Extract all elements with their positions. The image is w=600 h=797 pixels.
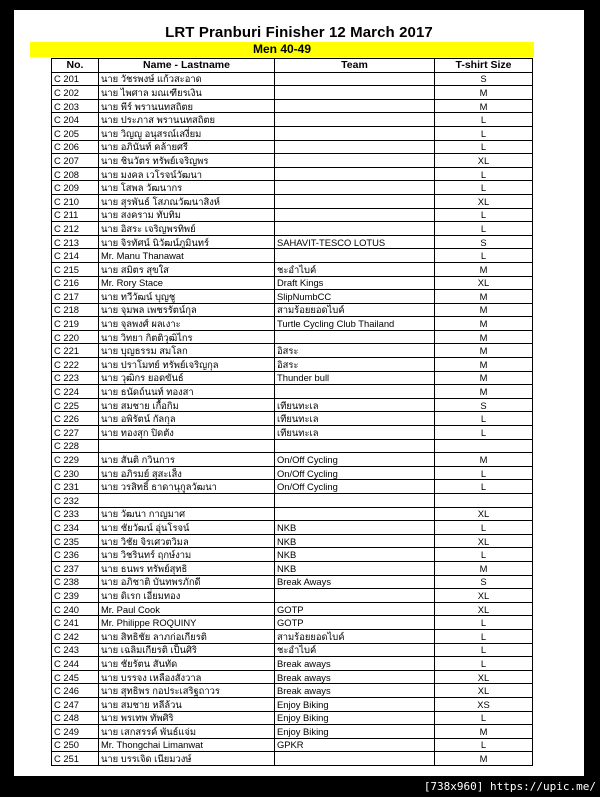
table-row <box>52 629 533 643</box>
cell-name: นาย บรรจง เหลืองสังวาล <box>99 670 275 684</box>
cell-team: NKB <box>275 548 435 562</box>
cell-no: C 246 <box>52 684 99 698</box>
cell-team <box>275 167 435 181</box>
cell-name: นาย วุฒิกร ยอดขันธ์ <box>99 371 275 385</box>
cell-team: Break Aways <box>275 575 435 589</box>
cell-team <box>275 507 435 521</box>
cell-team: อิสระ <box>275 344 435 358</box>
cell-team: ชะอำไบค์ <box>275 262 435 276</box>
document-sheet <box>14 10 584 776</box>
cell-name: นาย อิสระ เจริญพรทิพย์ <box>99 222 275 236</box>
cell-no: C 225 <box>52 398 99 412</box>
cell-team: On/Off Cycling <box>275 466 435 480</box>
cell-name: Mr. Rory Stace <box>99 276 275 290</box>
cell-size: L <box>435 167 533 181</box>
cell-size: M <box>435 290 533 304</box>
cell-no: C 248 <box>52 711 99 725</box>
cell-name: Mr. Manu Thanawat <box>99 249 275 263</box>
table-row <box>52 412 533 426</box>
cell-name: นาย ชัยวัฒน์ อุ่นโรจน์ <box>99 521 275 535</box>
column-header-no: No. <box>52 59 99 73</box>
cell-team: ชะอำไบค์ <box>275 643 435 657</box>
cell-no: C 205 <box>52 126 99 140</box>
table-row <box>52 86 533 100</box>
table-row <box>52 290 533 304</box>
cell-team <box>275 154 435 168</box>
cell-team <box>275 86 435 100</box>
table-row <box>52 711 533 725</box>
cell-size: M <box>435 303 533 317</box>
cell-no: C 208 <box>52 167 99 181</box>
table-row <box>52 358 533 372</box>
cell-no: C 217 <box>52 290 99 304</box>
cell-name: นาย ประภาส พรานนทสถิตย <box>99 113 275 127</box>
cell-team: NKB <box>275 561 435 575</box>
cell-no: C 239 <box>52 589 99 603</box>
table-row <box>52 113 533 127</box>
cell-no: C 240 <box>52 602 99 616</box>
cell-no: C 234 <box>52 521 99 535</box>
cell-no: C 218 <box>52 303 99 317</box>
cell-team: NKB <box>275 521 435 535</box>
cell-team <box>275 113 435 127</box>
cell-team <box>275 208 435 222</box>
table-row <box>52 453 533 467</box>
cell-name: นาย ปราโมทย์ ทรัพย์เจริญกุล <box>99 358 275 372</box>
cell-team <box>275 222 435 236</box>
table-row <box>52 725 533 739</box>
cell-team: Enjoy Biking <box>275 697 435 711</box>
cell-team <box>275 140 435 154</box>
column-header-team: Team <box>275 59 435 73</box>
table-row <box>52 276 533 290</box>
cell-name: นาย ธนัดถ์นนท์ ทองสา <box>99 385 275 399</box>
cell-size: S <box>435 575 533 589</box>
cell-no: C 229 <box>52 453 99 467</box>
cell-size: M <box>435 561 533 575</box>
table-row <box>52 222 533 236</box>
cell-name: นาย ทองสุก ปิดตัง <box>99 426 275 440</box>
cell-size: L <box>435 412 533 426</box>
cell-no: C 233 <box>52 507 99 521</box>
cell-no: C 241 <box>52 616 99 630</box>
cell-name: นาย สงคราม ทับทิม <box>99 208 275 222</box>
cell-size: S <box>435 235 533 249</box>
table-row <box>52 208 533 222</box>
cell-no: C 202 <box>52 86 99 100</box>
table-row <box>52 548 533 562</box>
cell-size: XL <box>435 194 533 208</box>
cell-name: นาย เสกสรรค์ พันธ์แจ่ม <box>99 725 275 739</box>
cell-name: นาย อพิรัตน์ กัลกุล <box>99 412 275 426</box>
cell-size: L <box>435 126 533 140</box>
cell-name: นาย จุลพงศ์ ผลเงาะ <box>99 317 275 331</box>
cell-team: NKB <box>275 534 435 548</box>
cell-name: นาย วิชัย จิรเศวตวิมล <box>99 534 275 548</box>
cell-no: C 250 <box>52 738 99 752</box>
column-header-size: T-shirt Size <box>435 59 533 73</box>
table-row <box>52 262 533 276</box>
cell-no: C 238 <box>52 575 99 589</box>
cell-no: C 215 <box>52 262 99 276</box>
cell-size: L <box>435 643 533 657</box>
cell-size: L <box>435 616 533 630</box>
cell-name: นาย มงคล เวโรจน์วัฒนา <box>99 167 275 181</box>
table-row <box>52 494 533 508</box>
cell-size: M <box>435 86 533 100</box>
cell-no: C 232 <box>52 494 99 508</box>
cell-team: Break aways <box>275 670 435 684</box>
cell-no: C 203 <box>52 99 99 113</box>
table-row <box>52 589 533 603</box>
cell-no: C 247 <box>52 697 99 711</box>
cell-no: C 224 <box>52 385 99 399</box>
cell-size: M <box>435 385 533 399</box>
cell-name: นาย โสพล วัฒนากร <box>99 181 275 195</box>
cell-name: นาย วัฒนา กาญมาศ <box>99 507 275 521</box>
cell-size: L <box>435 222 533 236</box>
table-row <box>52 235 533 249</box>
cell-team <box>275 330 435 344</box>
cell-team: สามร้อยยอดไบค์ <box>275 629 435 643</box>
cell-size: XL <box>435 534 533 548</box>
cell-name: Mr. Philippe ROQUINY <box>99 616 275 630</box>
cell-no: C 207 <box>52 154 99 168</box>
cell-no: C 244 <box>52 657 99 671</box>
table-row <box>52 643 533 657</box>
cell-size: S <box>435 72 533 86</box>
cell-no: C 228 <box>52 439 99 453</box>
cell-team: อิสระ <box>275 358 435 372</box>
table-row <box>52 344 533 358</box>
cell-team <box>275 385 435 399</box>
cell-name: Mr. Paul Cook <box>99 602 275 616</box>
cell-no: C 231 <box>52 480 99 494</box>
cell-size: L <box>435 208 533 222</box>
cell-team <box>275 126 435 140</box>
cell-team: On/Off Cycling <box>275 453 435 467</box>
cell-name: นาย พีร์ พรานนทสถิตย <box>99 99 275 113</box>
table-row <box>52 385 533 399</box>
cell-team: Turtle Cycling Club Thailand <box>275 317 435 331</box>
table-row <box>52 602 533 616</box>
cell-no: C 251 <box>52 752 99 766</box>
cell-no: C 243 <box>52 643 99 657</box>
cell-team: เทียนทะเล <box>275 398 435 412</box>
cell-name <box>99 439 275 453</box>
cell-no: C 236 <box>52 548 99 562</box>
cell-no: C 209 <box>52 181 99 195</box>
table-row <box>52 752 533 766</box>
cell-name: นาย ธนพร ทรัพย์สุทธิ <box>99 561 275 575</box>
cell-no: C 245 <box>52 670 99 684</box>
cell-team: SAHAVIT-TESCO LOTUS <box>275 235 435 249</box>
cell-size <box>435 439 533 453</box>
table-row <box>52 426 533 440</box>
cell-size: L <box>435 480 533 494</box>
cell-no: C 227 <box>52 426 99 440</box>
table-row <box>52 561 533 575</box>
table-row <box>52 466 533 480</box>
table-row <box>52 697 533 711</box>
table-row <box>52 303 533 317</box>
cell-team: On/Off Cycling <box>275 480 435 494</box>
cell-size: L <box>435 466 533 480</box>
table-row <box>52 616 533 630</box>
cell-size: M <box>435 317 533 331</box>
table-body <box>52 72 533 765</box>
table-row <box>52 439 533 453</box>
cell-team <box>275 72 435 86</box>
cell-name: นาย จิรทัศน์ นิวัฒน์ภูมินทร์ <box>99 235 275 249</box>
cell-no: C 211 <box>52 208 99 222</box>
cell-team: Thunder bull <box>275 371 435 385</box>
cell-team <box>275 181 435 195</box>
cell-no: C 223 <box>52 371 99 385</box>
cell-name: นาย สิทธิชัย ลาภก่อเกียรติ <box>99 629 275 643</box>
cell-name: นาย พรเทพ ทัพศิริ <box>99 711 275 725</box>
table-row <box>52 480 533 494</box>
cell-name: นาย วรสิทธิ์ ธาดานุกูลวัฒนา <box>99 480 275 494</box>
cell-no: C 220 <box>52 330 99 344</box>
cell-name: นาย ดิเรก เอี่ยมทอง <box>99 589 275 603</box>
table-row <box>52 72 533 86</box>
table-row <box>52 126 533 140</box>
cell-size: M <box>435 99 533 113</box>
cell-name: นาย อภิชาติ บันทพรภักดี <box>99 575 275 589</box>
cell-no: C 214 <box>52 249 99 263</box>
cell-size: L <box>435 629 533 643</box>
cell-size: XL <box>435 507 533 521</box>
table-header-row <box>52 59 533 73</box>
cell-name: นาย อภิรมย์ สุสะเส็ง <box>99 466 275 480</box>
cell-size: M <box>435 725 533 739</box>
cell-size: L <box>435 657 533 671</box>
cell-name: นาย สมชาย หลีล้วน <box>99 697 275 711</box>
table-row <box>52 670 533 684</box>
cell-size: XS <box>435 697 533 711</box>
cell-size: XL <box>435 684 533 698</box>
cell-size: S <box>435 398 533 412</box>
cell-no: C 230 <box>52 466 99 480</box>
table-row <box>52 140 533 154</box>
table-row <box>52 738 533 752</box>
cell-size: L <box>435 548 533 562</box>
table-row <box>52 521 533 535</box>
table-row <box>52 317 533 331</box>
table-row <box>52 99 533 113</box>
cell-team: SlipNumbCC <box>275 290 435 304</box>
cell-no: C 212 <box>52 222 99 236</box>
cell-team <box>275 494 435 508</box>
cell-team: Draft Kings <box>275 276 435 290</box>
cell-team: เทียนทะเล <box>275 412 435 426</box>
cell-size: L <box>435 711 533 725</box>
cell-no: C 226 <box>52 412 99 426</box>
cell-name: นาย สมชาย เกื้อกิม <box>99 398 275 412</box>
cell-name: นาย บุญธรรม สมโลก <box>99 344 275 358</box>
cell-size: M <box>435 344 533 358</box>
cell-name: นาย สันติ กวินการ <box>99 453 275 467</box>
cell-size: M <box>435 262 533 276</box>
cell-no: C 206 <box>52 140 99 154</box>
column-header-name: Name - Lastname <box>99 59 275 73</box>
cell-no: C 213 <box>52 235 99 249</box>
table-row <box>52 657 533 671</box>
cell-team: Break aways <box>275 657 435 671</box>
cell-size: L <box>435 738 533 752</box>
cell-name: นาย บรรเจิด เนียมวงษ์ <box>99 752 275 766</box>
table-row <box>52 154 533 168</box>
table-row <box>52 534 533 548</box>
cell-no: C 242 <box>52 629 99 643</box>
table-row <box>52 371 533 385</box>
cell-size: XL <box>435 154 533 168</box>
cell-size: L <box>435 140 533 154</box>
cell-name: นาย ชินวัตร ทรัพย์เจริญพร <box>99 154 275 168</box>
table-row <box>52 181 533 195</box>
cell-team: GOTP <box>275 602 435 616</box>
finisher-table <box>51 58 533 766</box>
cell-name: นาย วิชรินทร์ ฤกษ์งาม <box>99 548 275 562</box>
cell-no: C 210 <box>52 194 99 208</box>
cell-name <box>99 494 275 508</box>
cell-no: C 235 <box>52 534 99 548</box>
cell-name: นาย ชัยรัตน สันทัด <box>99 657 275 671</box>
cell-size: XL <box>435 589 533 603</box>
document-title: LRT Pranburi Finisher 12 March 2017 <box>165 24 433 41</box>
cell-size: L <box>435 521 533 535</box>
cell-team: GOTP <box>275 616 435 630</box>
image-source-footer: [738x960] https://upic.me/ <box>423 780 596 793</box>
cell-team <box>275 589 435 603</box>
cell-name: นาย วัชรพงษ์ แก้วสะอาด <box>99 72 275 86</box>
cell-name: นาย อภินันท์ คล้ายศรี <box>99 140 275 154</box>
cell-size: L <box>435 181 533 195</box>
cell-no: C 216 <box>52 276 99 290</box>
cell-team <box>275 99 435 113</box>
table-row <box>52 330 533 344</box>
cell-size: L <box>435 426 533 440</box>
cell-team: Enjoy Biking <box>275 725 435 739</box>
table-row <box>52 194 533 208</box>
cell-size: M <box>435 752 533 766</box>
cell-team <box>275 752 435 766</box>
cell-team <box>275 439 435 453</box>
cell-name: นาย ทวีวัฒน์ บุญชู <box>99 290 275 304</box>
cell-team <box>275 249 435 263</box>
cell-size: M <box>435 453 533 467</box>
cell-name: นาย สุรพันธ์ โสภณวัฒนาสิงห์ <box>99 194 275 208</box>
cell-no: C 237 <box>52 561 99 575</box>
table-row <box>52 507 533 521</box>
cell-size: XL <box>435 276 533 290</box>
cell-size: L <box>435 249 533 263</box>
cell-size: M <box>435 330 533 344</box>
cell-size <box>435 494 533 508</box>
cell-team: เทียนทะเล <box>275 426 435 440</box>
cell-no: C 201 <box>52 72 99 86</box>
cell-name: นาย จุมพล เพชรรัตน์กุล <box>99 303 275 317</box>
table-row <box>52 684 533 698</box>
cell-name: นาย เฉลิมเกียรติ เป็นศิริ <box>99 643 275 657</box>
category-banner: Men 40-49 <box>30 42 534 57</box>
cell-team <box>275 194 435 208</box>
cell-team: Enjoy Biking <box>275 711 435 725</box>
cell-size: XL <box>435 602 533 616</box>
cell-team: Break aways <box>275 684 435 698</box>
cell-name: นาย สมิตร สุขใส <box>99 262 275 276</box>
table-row <box>52 575 533 589</box>
cell-name: นาย สุทธิพร กอประเสริฐถาวร <box>99 684 275 698</box>
table-row <box>52 167 533 181</box>
cell-size: L <box>435 113 533 127</box>
table-row <box>52 249 533 263</box>
cell-team: GPKR <box>275 738 435 752</box>
cell-no: C 221 <box>52 344 99 358</box>
table-row <box>52 398 533 412</box>
cell-name: นาย วิญญู อนุสรณ์เสงี่ยม <box>99 126 275 140</box>
cell-name: Mr. Thongchai Limanwat <box>99 738 275 752</box>
cell-no: C 222 <box>52 358 99 372</box>
cell-name: นาย ไพศาล มณเฑียรเงิน <box>99 86 275 100</box>
cell-no: C 204 <box>52 113 99 127</box>
cell-no: C 219 <box>52 317 99 331</box>
cell-size: XL <box>435 670 533 684</box>
cell-no: C 249 <box>52 725 99 739</box>
cell-name: นาย วิทยา กิตติวุฒิไกร <box>99 330 275 344</box>
cell-team: สามร้อยยอดไบค์ <box>275 303 435 317</box>
cell-size: M <box>435 371 533 385</box>
cell-size: M <box>435 358 533 372</box>
